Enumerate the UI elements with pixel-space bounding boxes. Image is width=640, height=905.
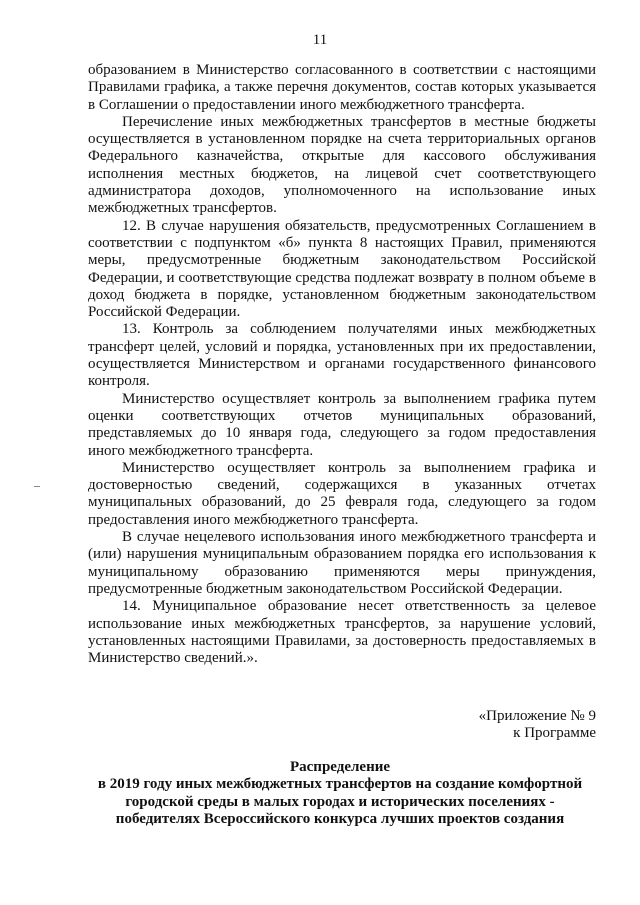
heading-line-3: победителях Всероссийского конкурса лучших проектов создания bbox=[115, 810, 565, 827]
heading-title: Распределение bbox=[289, 759, 391, 775]
page-number: 11 bbox=[312, 32, 328, 48]
appendix-program: к Программе bbox=[513, 725, 596, 742]
paragraph-clause-12: 12. В случае нарушения обязательств, предусмотренных Соглашением в соответствии с подпунктом «б» пункта 8 настоящих Правил, применяются меры, предусмотренные бюджетным законодательством Российской Федерации, и соответствующие средства подлежат возврату в полном объеме в доход бюджета в порядке, установленном бюджетным законодательством Российской Федерации. bbox=[88, 217, 596, 321]
scan-margin-mark bbox=[34, 486, 40, 487]
section-heading bbox=[80, 759, 600, 828]
appendix-reference bbox=[376, 708, 596, 743]
paragraph-clause-13: 13. Контроль за соблюдением получателями иных межбюджетных трансферт целей, условий и порядка, установленных при их предоставлении, осуществляется Министерством и органами государственного финансового контроля. bbox=[88, 321, 596, 390]
paragraph-continuation: образованием в Министерство согласованного в соответствии с настоящими Правилами графика, а также перечня документов, состав которых указывается в Соглашении о предоставлении иного межбюджетного трансферта. bbox=[88, 62, 596, 113]
heading-line-2: городской среды в малых городах и исторических поселениях - bbox=[125, 793, 555, 810]
document-body bbox=[88, 62, 596, 667]
paragraph-schedule-control: Министерство осуществляет контроль за выполнением графика путем оценки соответствующих отчетов муниципальных образований, представляемых до 10 января года, следующего за годом предоставления иного межбюджетного трансферта. bbox=[88, 390, 596, 459]
appendix-number: «Приложение № 9 bbox=[478, 708, 596, 724]
paragraph-transfer-accounts: Перечисление иных межбюджетных трансфертов в местные бюджеты осуществляется в установленном порядке на счета территориальных органов Федерального казначейства, открытые для кассового обслуживания исполнения местных бюджетов, на лицевой счет соответствующего администратора доходов, уполномоченного на использование иных межбюджетных трансфертов. bbox=[88, 113, 596, 217]
paragraph-clause-14: 14. Муниципальное образование несет ответственность за целевое использование иных межбюджетных трансфертов, за нарушение условий, установленных настоящими Правилами, за достоверность предоставляемых в Министерство сведений.». bbox=[88, 598, 596, 667]
paragraph-misuse: В случае нецелевого использования иного межбюджетного трансферта и (или) нарушения муниципальным образованием порядка его использования к муниципальному образованию применяются меры принуждения, предусмотренные бюджетным законодательством Российской Федерации. bbox=[88, 529, 596, 597]
paragraph-reliability-control: Министерство осуществляет контроль за выполнением графика и достоверностью сведений, содержащихся в указанных отчетах муниципальных образований, до 25 февраля года, следующего за годом предоставления иного межбюджетного трансферта. bbox=[88, 459, 596, 528]
heading-line-1: в 2019 году иных межбюджетных трансфертов на создание комфортной bbox=[97, 776, 583, 793]
